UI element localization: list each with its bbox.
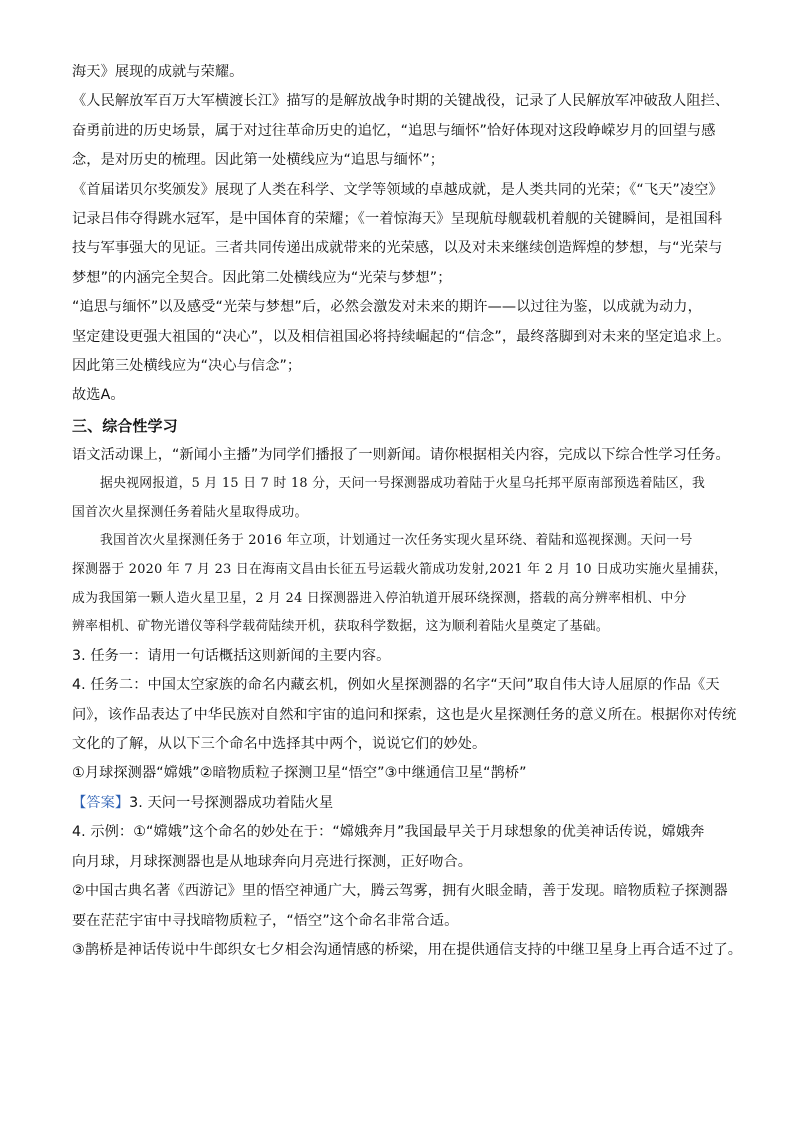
paragraph-line: “追思与缅怀”以及感受“光荣与梦想”后，必然会激发对未来的期许——以过往为鉴，以成就为动力， <box>72 299 702 316</box>
paragraph-line: 故选A。 <box>72 387 125 404</box>
intro-text: 语文活动课上，“新闻小主播”为同学们播报了一则新闻。请你根据相关内容，完成以下综合性学习任务。 <box>72 446 730 463</box>
paragraph-line: 梦想”的内涵完全契合。因此第二处横线应为“光荣与梦想”； <box>72 269 452 286</box>
question-4-line: 文化的了解，从以下三个命名中选择其中两个，说说它们的妙处。 <box>72 736 487 753</box>
question-4-line: 问》，该作品表达了中华民族对自然和宇宙的追问和探索，这也是火星探测任务的意义所在。根据你对传统 <box>72 706 737 723</box>
paragraph-line: 《首届诺贝尔奖颁发》展现了人类在科学、文学等领域的卓越成就，是人类共同的光荣；《“飞天”凌空》 <box>72 181 723 198</box>
paragraph-line: 《人民解放军百万大军横渡长江》描写的是解放战争时期的关键战役，记录了人民解放军冲破敌人阻拦、 <box>72 93 730 110</box>
answer-4-line: 4. 示例：①“嫦娥”这个命名的妙处在于：“嫦娥奔月”我国最早关于月球想象的优美神话传说，嫦娥奔 <box>72 824 705 841</box>
paragraph-line: 技与军事强大的见证。三者共同传递出成就带来的光荣感，以及对未来继续创造辉煌的梦想，与“光荣与 <box>72 240 723 257</box>
news-line: 我国首次火星探测任务于 2016 年立项，计划通过一次任务实现火星环绕、着陆和巡视探测。天问一号 <box>100 533 693 549</box>
answer-4-line: ②中国古典名著《西游记》里的悟空神通广大，腾云驾雾，拥有火眼金睛，善于发现。暗物质粒子探测器 <box>72 883 728 900</box>
question-3: 3. 任务一：请用一句话概括这则新闻的主要内容。 <box>72 647 391 664</box>
answer-4-line: ③鹊桥是神话传说中牛郎织女七夕相会沟通情感的桥梁，用在提供通信支持的中继卫星身上再合适不过了。 <box>72 941 743 958</box>
answer-3: 3. 天问一号探测器成功着陆火星 <box>129 794 334 811</box>
paragraph-line: 奋勇前进的历史场景，属于对过往革命历史的追忆，“追思与缅怀”恰好体现对这段峥嵘岁月的回望与感 <box>72 122 716 139</box>
paragraph-line: 海天》展现的成就与荣耀。 <box>72 64 244 80</box>
answer-line <box>72 789 742 818</box>
document-content <box>72 58 742 965</box>
paragraph-line: 念，是对历史的梳理。因此第一处横线应为“追思与缅怀”； <box>72 152 445 169</box>
news-line: 成为我国第一颗人造火星卫星，2 月 24 日探测器进入停泊轨道开展环绕探测，搭载的高分辨率相机、中分 <box>72 590 687 606</box>
section-heading: 三、综合性学习 <box>72 416 178 435</box>
question-4-options: ①月球探测器“嫦娥”②暗物质粒子探测卫星“悟空”③中继通信卫星“鹊桥” <box>72 765 527 782</box>
question-4-line: 4. 任务二：中国太空家族的命名内藏玄机，例如火星探测器的名字“天问”取自伟大诗人屈原的作品《天 <box>72 677 720 694</box>
news-line: 国首次火星探测任务着陆火星取得成功。 <box>72 504 308 520</box>
paragraph-line: 记录吕伟夺得跳水冠军，是中国体育的荣耀；《一着惊海天》呈现航母舰载机着舰的关键瞬间，是祖国科 <box>72 211 723 228</box>
paragraph-line: 因此第三处横线应为“决心与信念”； <box>72 358 302 375</box>
paragraph-line: 坚定建设更强大祖国的“决心”，以及相信祖国必将持续崛起的“信念”，最终落脚到对未来的坚定追求上。 <box>72 328 731 345</box>
answer-4-line: 向月球，月球探测器也是从地球奔向月亮进行探测，正好吻合。 <box>72 853 473 870</box>
answer-tag: 【答案】 <box>72 794 130 811</box>
news-line: 据央视网报道，5 月 15 日 7 时 18 分，天问一号探测器成功着陆于火星乌托邦平原南部预选着陆区，我 <box>100 476 706 492</box>
news-line: 探测器于 2020 年 7 月 23 日在海南文昌由长征五号运载火箭成功发射,2021 年 2 月 10 日成功实施火星捕获， <box>72 562 728 578</box>
news-line: 辨率相机、矿物光谱仪等科学载荷陆续开机，获取科学数据，这为顺利着陆火星奠定了基础。 <box>72 619 609 635</box>
answer-4-line: 要在茫茫宇宙中寻找暗物质粒子，“悟空”这个命名非常合适。 <box>72 912 459 929</box>
